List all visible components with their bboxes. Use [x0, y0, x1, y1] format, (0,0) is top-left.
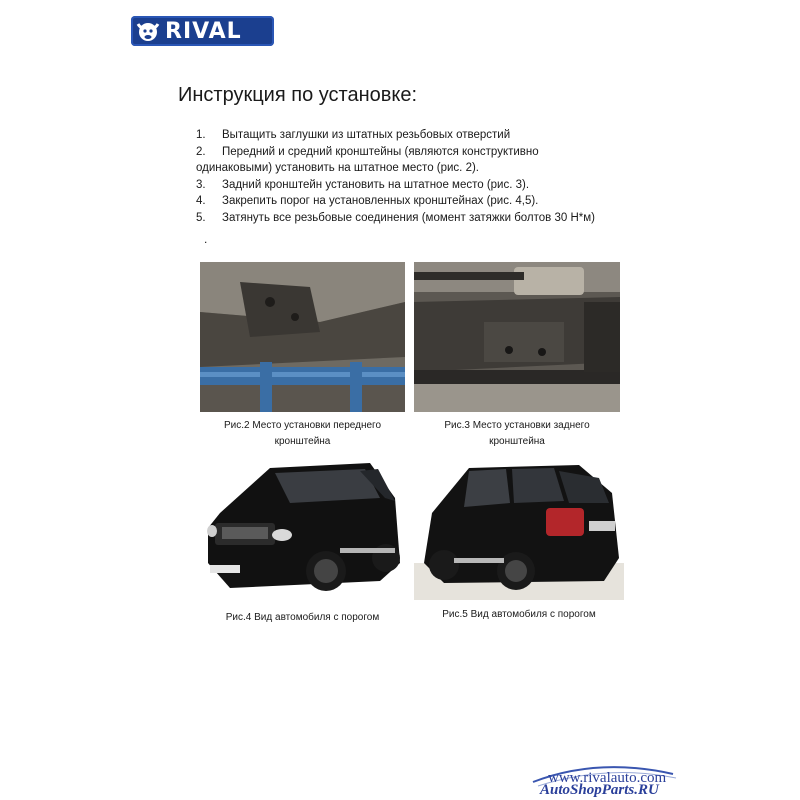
list-item [196, 177, 666, 194]
rival-logo [131, 16, 274, 46]
step-text: Закрепить порог на установленных кронштейнах (рис. 4,5). [222, 195, 539, 207]
instruction-list [196, 127, 666, 226]
step-number: 2. [196, 145, 206, 158]
step-text: Задний кронштейн установить на штатное место (рис. 3). [222, 178, 530, 191]
caption-line: кронштейна [489, 436, 545, 447]
list-item [196, 193, 666, 210]
caption-line: кронштейна [274, 436, 331, 447]
photo-front-bracket [200, 262, 405, 412]
watermark-text: AutoShopParts.RU [540, 782, 659, 798]
step-number: 3. [196, 178, 206, 191]
step-text: Передний и средний кронштейны (являются конструктивно [222, 145, 539, 158]
caption-line: Рис.2 Место установки переднего [223, 420, 382, 431]
stray-dot: . [204, 232, 208, 246]
logo-text: RIVAL [165, 18, 242, 44]
step-text: Вытащить заглушки из штатных резьбовых отверстий [222, 129, 511, 141]
photo-suv-front [200, 453, 405, 601]
photo-suv-rear [414, 453, 624, 600]
list-item-continuation [196, 160, 666, 177]
caption-line: Рис.3 Место установки заднего [444, 420, 590, 431]
list-item [196, 210, 666, 227]
page-title: Инструкция по установке: [178, 84, 418, 106]
step-text: одинаковыми) установить на штатное место (рис. 2). [196, 162, 479, 174]
caption-line: Рис.4 Вид автомобиля с порогом [225, 612, 380, 623]
figure-caption [414, 607, 624, 623]
figure-caption [414, 418, 620, 450]
bull-head-icon [135, 18, 161, 44]
caption-line: Рис.5 Вид автомобиля с порогом [442, 609, 596, 620]
photo-rear-bracket [414, 262, 620, 412]
step-number: 4. [196, 195, 206, 207]
figure-caption [200, 610, 405, 626]
step-number: 5. [196, 211, 206, 224]
step-text: Затянуть все резьбовые соединения (момент затяжки болтов 30 Н*м) [222, 211, 595, 224]
website-link[interactable]: www.rivalauto.com [548, 770, 667, 786]
figure-caption [200, 418, 405, 450]
list-item [196, 144, 666, 161]
list-item [196, 127, 666, 144]
step-number: 1. [196, 129, 206, 141]
